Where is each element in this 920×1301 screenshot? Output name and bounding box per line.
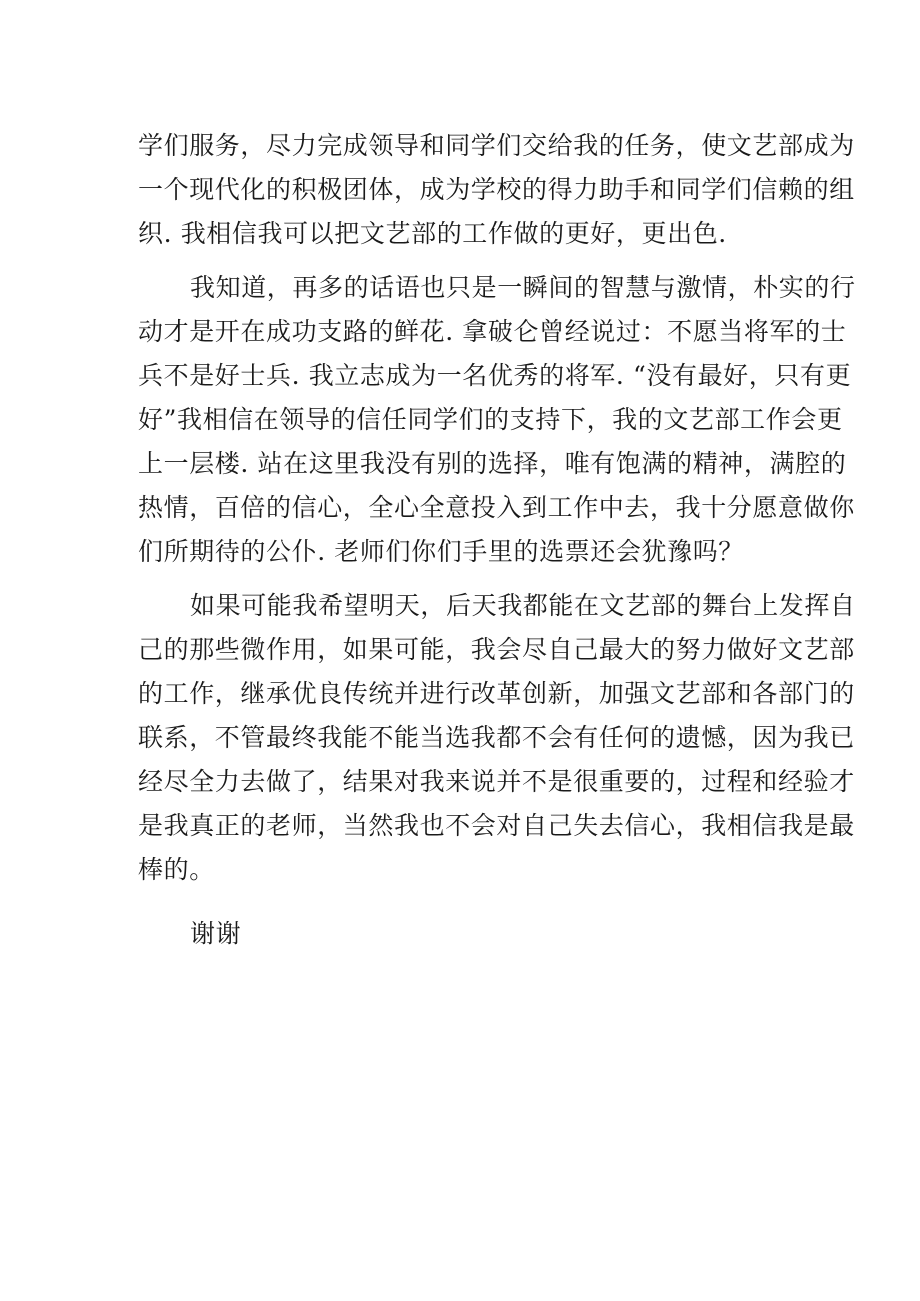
paragraph-line: 动才是开在成功支路的鲜花. 拿破仑曾经说过：不愿当将军的士 [138, 317, 847, 346]
paragraph-line: 己的那些微作用，如果可能，我会尽自己最大的努力做好文艺部 [138, 635, 855, 664]
paragraph-line: 棒的。 [138, 855, 215, 884]
paragraph-line: 是我真正的老师，当然我也不会对自己失去信心，我相信我是最 [138, 811, 855, 840]
paragraph-line: 上一层楼. 站在这里我没有别的选择，唯有饱满的精神，满腔的 [138, 449, 847, 478]
paragraph-line: 热情，百倍的信心，全心全意投入到工作中去，我十分愿意做你 [138, 493, 855, 522]
paragraph-2 [138, 266, 856, 574]
paragraph-spacer [138, 892, 788, 902]
paragraph-line: 学们服务，尽力完成领导和同学们交给我的任务，使文艺部成为 [138, 131, 855, 160]
document-body [138, 124, 856, 956]
paragraph-line: 好”我相信在领导的信任同学们的支持下，我的文艺部工作会更 [138, 405, 843, 434]
paragraph-1 [138, 124, 855, 256]
paragraph-line: 的工作，继承优良传统并进行改革创新，加强文艺部和各部门的 [138, 679, 855, 708]
paragraph-spacer [138, 256, 788, 266]
paragraph-spacer [138, 574, 788, 584]
closing-text: 谢谢 [190, 919, 242, 948]
paragraph-line: 联系，不管最终我能不能当选我都不会有任何的遗憾，因为我已 [138, 723, 855, 752]
paragraph-line: 织. 我相信我可以把文艺部的工作做的更好，更出色. [138, 219, 727, 248]
paragraph-3 [138, 584, 856, 892]
paragraph-line: 我知道，再多的话语也只是一瞬间的智慧与激情，朴实的行 [190, 273, 856, 302]
paragraph-line: 经尽全力去做了，结果对我来说并不是很重要的，过程和经验才 [138, 767, 855, 796]
paragraph-line: 兵不是好士兵. 我立志成为一名优秀的将军. “没有最好，只有更 [138, 361, 852, 390]
paragraph-line: 一个现代化的积极团体，成为学校的得力助手和同学们信赖的组 [138, 175, 855, 204]
paragraph-line: 如果可能我希望明天，后天我都能在文艺部的舞台上发挥自 [190, 591, 856, 620]
paragraph-line: 们所期待的公仆. 老师们你们手里的选票还会犹豫吗？ [138, 537, 744, 566]
